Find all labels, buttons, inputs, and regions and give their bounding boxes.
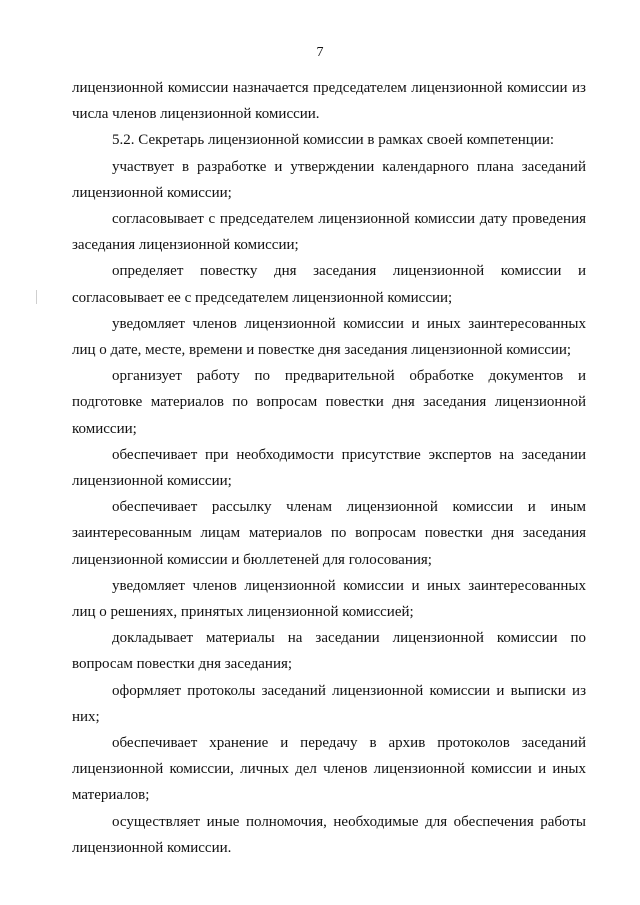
- paragraph: обеспечивает хранение и передачу в архив протоколов заседаний лицензионной комиссии, личных дел членов лицензионной комиссии и иных материалов;: [72, 735, 586, 804]
- paragraph: организует работу по предварительной обработке документов и подготовке материалов по вопросам повестки дня заседания лицензионной комиссии;: [72, 368, 586, 437]
- document-body: [72, 75, 586, 861]
- paragraph: участвует в разработке и утверждении календарного плана заседаний лицензионной комиссии;: [72, 158, 586, 201]
- paragraph: обеспечивает рассылку членам лицензионной комиссии и иным заинтересованным лицам материалов по вопросам повестки дня заседания лицензионной комиссии и бюллетеней для голосования;: [72, 499, 586, 568]
- scan-artifact: [36, 290, 37, 304]
- paragraph: согласовывает с председателем лицензионной комиссии дату проведения заседания лицензионной комиссии;: [72, 211, 586, 254]
- paragraph: оформляет протоколы заседаний лицензионной комиссии и выписки из них;: [72, 682, 586, 725]
- paragraph: уведомляет членов лицензионной комиссии и иных заинтересованных лиц о решениях, принятых лицензионной комиссией;: [72, 577, 586, 621]
- paragraph: определяет повестку дня заседания лицензионной комиссии и согласовывает ее с председателем лицензионной комиссии;: [72, 263, 586, 306]
- paragraph: докладывает материалы на заседании лицензионной комиссии по вопросам повестки дня заседания;: [72, 630, 586, 673]
- paragraph: обеспечивает при необходимости присутствие экспертов на заседании лицензионной комиссии;: [72, 446, 586, 490]
- paragraph: осуществляет иные полномочия, необходимые для обеспечения работы лицензионной комиссии.: [72, 813, 586, 856]
- paragraph: лицензионной комиссии назначается председателем лицензионной комиссии из числа членов лицензионной комиссии.: [72, 80, 586, 123]
- paragraph: 5.2. Секретарь лицензионной комиссии в рамках своей компетенции:: [112, 132, 555, 149]
- paragraph: уведомляет членов лицензионной комиссии и иных заинтересованных лиц о дате, месте, времени и повестке дня заседания лицензионной комиссии;: [72, 315, 586, 359]
- page-number: 7: [316, 45, 324, 60]
